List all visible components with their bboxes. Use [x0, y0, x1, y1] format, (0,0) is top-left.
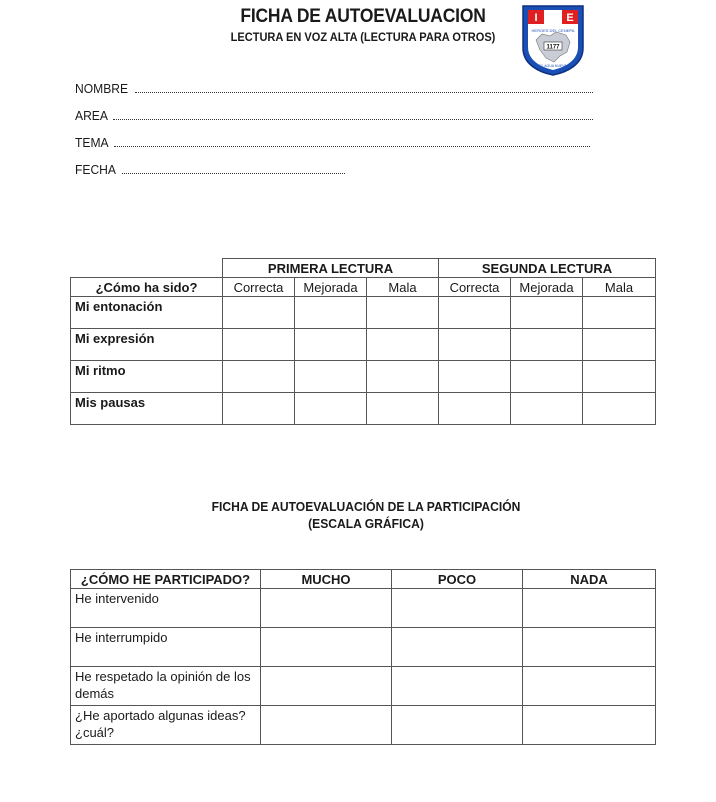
page-subtitle: LECTURA EN VOZ ALTA (LECTURA PARA OTROS): [230, 30, 496, 44]
answer-cell[interactable]: [261, 589, 392, 628]
row-label: Mi ritmo: [71, 361, 223, 393]
answer-cell[interactable]: [439, 393, 511, 425]
answer-cell[interactable]: [295, 297, 367, 329]
logo-school-name: HEROES DEL CENEPA: [531, 28, 575, 33]
table-header-row: [71, 570, 656, 589]
subheader-correcta: Correcta: [439, 278, 511, 297]
header-como-he-participado: ¿CÓMO HE PARTICIPADO?: [71, 570, 261, 589]
table-row: [71, 628, 656, 667]
table-subheader-row: [71, 278, 656, 297]
answer-cell[interactable]: [511, 297, 583, 329]
logo-letter-i: I: [534, 12, 538, 24]
answer-cell[interactable]: [392, 706, 523, 745]
participation-subtitle: (ESCALA GRÁFICA): [308, 516, 424, 531]
answer-cell[interactable]: [223, 393, 295, 425]
row-label: Mi entonación: [71, 297, 223, 329]
answer-cell[interactable]: [511, 329, 583, 361]
participation-title: FICHA DE AUTOEVALUACIÓN DE LA PARTICIPACIÓN: [211, 499, 521, 514]
logo-number: 1177: [546, 44, 560, 51]
participation-table: [70, 569, 656, 745]
answer-cell[interactable]: [392, 628, 523, 667]
participation-heading: [33, 498, 699, 532]
field-area[interactable]: [75, 107, 593, 123]
answer-cell[interactable]: [295, 329, 367, 361]
table-row: [71, 297, 656, 329]
table-group-header-row: [71, 259, 656, 278]
row-label: Mi expresión: [71, 329, 223, 361]
answer-cell[interactable]: [583, 297, 656, 329]
field-label: FECHA: [75, 162, 116, 177]
group-header-second-reading: SEGUNDA LECTURA: [439, 259, 656, 278]
page-title: FICHA DE AUTOEVALUACION: [240, 6, 486, 27]
row-label: He respetado la opinión de los demás: [71, 667, 261, 706]
answer-cell[interactable]: [367, 361, 439, 393]
header-poco: POCO: [392, 570, 523, 589]
answer-cell[interactable]: [223, 297, 295, 329]
table-corner: [71, 259, 223, 278]
field-label: TEMA: [75, 135, 109, 150]
field-label: AREA: [75, 108, 108, 123]
answer-cell[interactable]: [261, 667, 392, 706]
answer-cell[interactable]: [523, 589, 656, 628]
table-row: [71, 667, 656, 706]
answer-cell[interactable]: [511, 393, 583, 425]
header-nada: NADA: [523, 570, 656, 589]
logo-letter-e: E: [566, 12, 574, 24]
answer-cell[interactable]: [583, 361, 656, 393]
group-header-first-reading: PRIMERA LECTURA: [223, 259, 439, 278]
field-line: [135, 91, 593, 93]
table-row: [71, 589, 656, 628]
subheader-mejorada: Mejorada: [295, 278, 367, 297]
logo-motto: EL AGUA NUEVA: [539, 64, 567, 68]
field-fecha[interactable]: [75, 161, 345, 177]
answer-cell[interactable]: [367, 297, 439, 329]
field-line: [113, 118, 593, 120]
answer-cell[interactable]: [295, 361, 367, 393]
field-line: [114, 145, 590, 147]
subheader-mala: Mala: [583, 278, 656, 297]
answer-cell[interactable]: [523, 667, 656, 706]
table-row: [71, 361, 656, 393]
row-label: ¿He aportado algunas ideas? ¿cuál?: [71, 706, 261, 745]
answer-cell[interactable]: [367, 329, 439, 361]
row-label: Mis pausas: [71, 393, 223, 425]
answer-cell[interactable]: [439, 297, 511, 329]
answer-cell[interactable]: [583, 329, 656, 361]
answer-cell[interactable]: [439, 329, 511, 361]
header-mucho: MUCHO: [261, 570, 392, 589]
table-row: [71, 706, 656, 745]
answer-cell[interactable]: [392, 589, 523, 628]
subheader-mala: Mala: [367, 278, 439, 297]
answer-cell[interactable]: [523, 706, 656, 745]
field-line: [122, 172, 345, 174]
row-label: He intervenido: [71, 589, 261, 628]
field-label: NOMBRE: [75, 81, 129, 96]
answer-cell[interactable]: [511, 361, 583, 393]
answer-cell[interactable]: [261, 628, 392, 667]
answer-cell[interactable]: [523, 628, 656, 667]
subheader-correcta: Correcta: [223, 278, 295, 297]
field-nombre[interactable]: [75, 80, 593, 96]
field-tema[interactable]: [75, 134, 590, 150]
answer-cell[interactable]: [295, 393, 367, 425]
school-logo: [520, 4, 586, 76]
answer-cell[interactable]: [223, 329, 295, 361]
subheader-mejorada: Mejorada: [511, 278, 583, 297]
answer-cell[interactable]: [261, 706, 392, 745]
table-row: [71, 393, 656, 425]
reading-evaluation-table: [70, 258, 656, 425]
answer-cell[interactable]: [583, 393, 656, 425]
row-label: He interrumpido: [71, 628, 261, 667]
question-header: ¿Cómo ha sido?: [71, 278, 223, 297]
answer-cell[interactable]: [223, 361, 295, 393]
answer-cell[interactable]: [367, 393, 439, 425]
table-row: [71, 329, 656, 361]
answer-cell[interactable]: [392, 667, 523, 706]
answer-cell[interactable]: [439, 361, 511, 393]
